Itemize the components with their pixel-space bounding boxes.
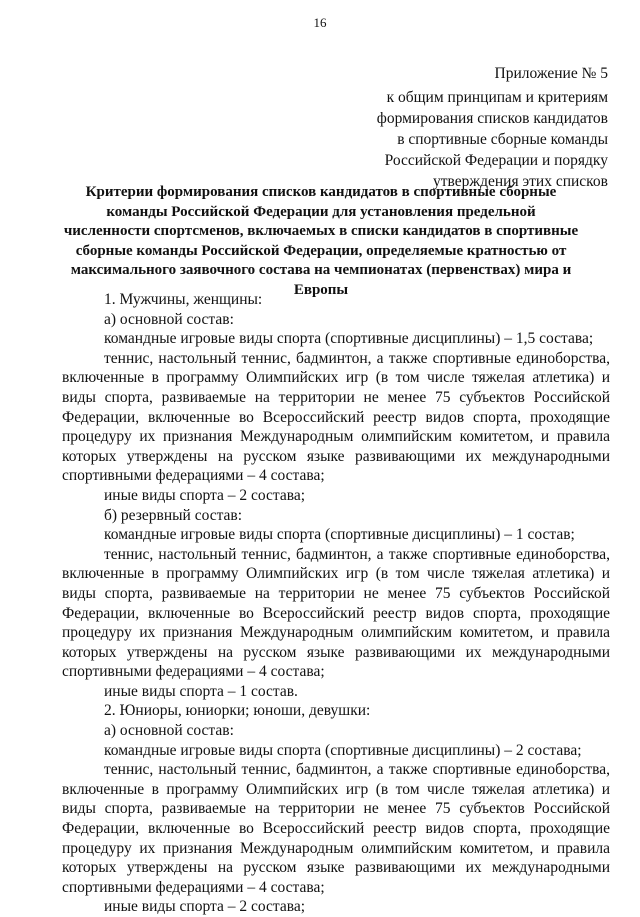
subsection-heading: а) основной состав: [104,722,234,740]
annex-line: к общим принципам и критериям [386,89,608,106]
paragraph: иные виды спорта – 2 состава; [104,486,306,504]
paragraph: иные виды спорта – 2 состава; [104,898,306,916]
subsection-heading: а) основной состав: [104,310,234,328]
annex-line: утверждения этих списков [433,173,608,190]
annex-line: в спортивные сборные команды [397,131,608,148]
page-number: 16 [313,15,327,30]
annex-header [377,63,608,192]
paragraph: иные виды спорта – 1 состав. [104,682,298,700]
section-heading: 1. Мужчины, женщины: [104,291,263,308]
annex-line: Приложение № 5 [494,65,608,82]
annex-line: формирования списков кандидатов [376,110,608,127]
paragraph: командные игровые виды спорта (спортивные дисциплины) – 1,5 состава; [104,330,594,348]
document-title: Критерии формирования списков кандидатов в спортивные сборные команды Российской Федерации для установления предельной численности спортсменов, включаемых в списки кандидатов в спортивные сборные команды Российской Федерации, определяемые кратностью от максимального заявочного состава на чемпионатах (первенствах) мира и Европы [63,184,579,298]
paragraph: теннис, настольный теннис, бадминтон, а также спортивные единоборства, включенные в программу Олимпийских игр (в том числе тяжелая атлетика) и виды спорта, развиваемые на территории не менее 75 субъектов Российской Федерации, включенные во Всероссийский реестр видов спорта, проходящие процедуру их признания Международным олимпийским комитетом, и правила которых утверждены на русском языке развивающими их международными спортивными федерациями – 4 состава; [62,349,610,485]
subsection-heading: б) резервный состав: [104,506,243,524]
paragraph: теннис, настольный теннис, бадминтон, а также спортивные единоборства, включенные в программу Олимпийских игр (в том числе тяжелая атлетика) и виды спорта, развиваемые на территории не менее 75 субъектов Российской Федерации, включенные во Всероссийский реестр видов спорта, проходящие процедуру их признания Международным олимпийским комитетом, и правила которых утверждены на русском языке развивающими их международными спортивными федерациями – 4 состава; [62,545,610,681]
annex-line: Российской Федерации и порядку [384,152,608,169]
paragraph: теннис, настольный теннис, бадминтон, а также спортивные единоборства, включенные в программу Олимпийских игр (в том числе тяжелая атлетика) и виды спорта, развиваемые на территории не менее 75 субъектов Российской Федерации, включенные во Всероссийский реестр видов спорта, проходящие процедуру их признания Международным олимпийским комитетом, и правила которых утверждены на русском языке развивающими их международными спортивными федерациями – 4 состава; [62,761,610,896]
document-body [62,290,610,917]
section-heading: 2. Юниоры, юниорки; юноши, девушки: [104,702,371,720]
paragraph: командные игровые виды спорта (спортивные дисциплины) – 2 состава; [104,741,582,759]
paragraph: командные игровые виды спорта (спортивные дисциплины) – 1 состав; [104,526,575,544]
